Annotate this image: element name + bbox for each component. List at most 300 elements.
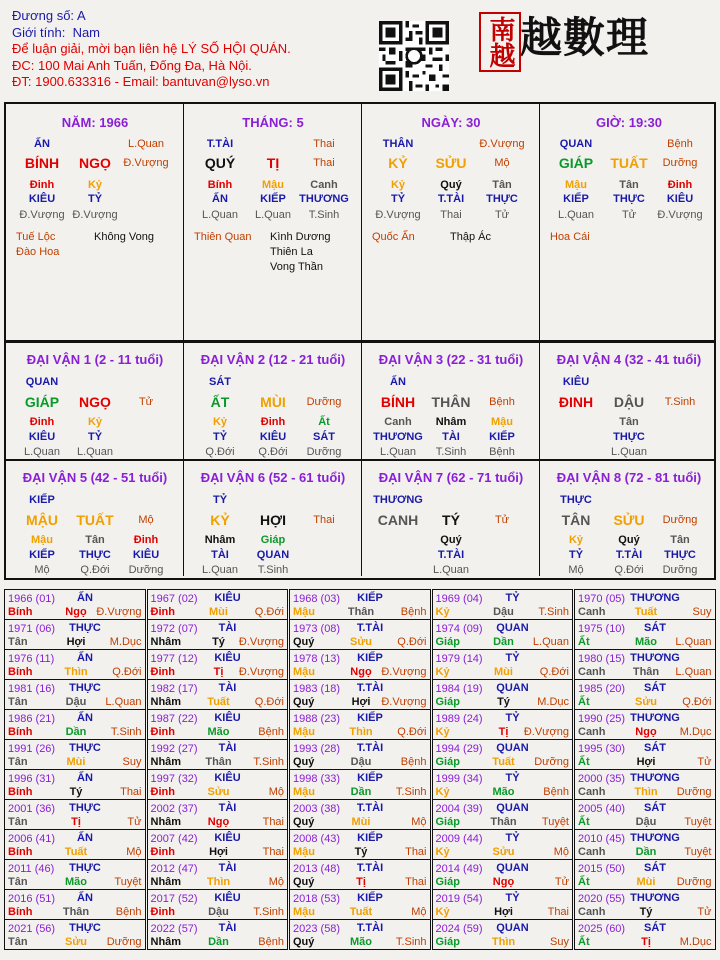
- year-stage: Q.Đới: [254, 606, 284, 618]
- hidden-god: T.TÀI: [437, 193, 465, 205]
- hidden-stem: Đinh: [667, 179, 693, 191]
- year-branch: Dần: [635, 846, 657, 858]
- year-branch: Thân: [205, 756, 232, 768]
- year-label: 1983 (18): [293, 683, 341, 695]
- year-stem: Kỷ: [435, 846, 450, 858]
- hidden-stem: Quý: [440, 179, 462, 191]
- year-stem: Canh: [578, 906, 606, 918]
- hidden-god: KIÊU: [132, 549, 160, 561]
- year-branch: Tị: [641, 936, 651, 948]
- year-stem: Mậu: [293, 786, 315, 798]
- hidden-god: THƯƠNG: [299, 193, 349, 205]
- year-label: 2010 (45): [578, 833, 626, 845]
- hidden-stage: L.Quan: [201, 564, 239, 576]
- dai-van-title: ĐẠI VẬN 8 (72 - 81 tuổi): [556, 470, 702, 485]
- dai-van-branch: MÙI: [260, 394, 286, 410]
- dai-van-cell: [540, 460, 714, 576]
- hidden-stage: Q.Đới: [205, 446, 235, 458]
- year-cell: [432, 769, 574, 800]
- year-branch: Tý: [639, 906, 653, 918]
- year-cell: [4, 679, 146, 710]
- hidden-god: THỰC: [613, 431, 645, 443]
- hidden-stem: Kỷ: [212, 416, 228, 428]
- year-god: THỰC: [69, 682, 101, 694]
- hidden-god: KIẾP: [489, 431, 515, 443]
- year-stage: Đ.Vượng: [381, 696, 427, 708]
- year-label: 1968 (03): [293, 593, 341, 605]
- year-stage: Suy: [122, 756, 142, 768]
- year-stage: Thai: [547, 906, 569, 918]
- stem-star: L.Quan: [127, 138, 165, 150]
- value-gioi-tinh: Nam: [72, 24, 101, 40]
- pillar-cell: [6, 104, 184, 340]
- year-branch: Dậu: [350, 756, 372, 768]
- year-cell: [432, 649, 574, 680]
- year-stage: Q.Đới: [682, 696, 712, 708]
- year-stage: Tuyệt: [684, 816, 712, 828]
- year-stage: T.Sinh: [395, 936, 427, 948]
- year-cell: [574, 859, 716, 890]
- pillar-cell: [540, 104, 714, 340]
- year-god: THỰC: [69, 802, 101, 814]
- year-stem: Canh: [578, 846, 606, 858]
- value-duong-so: A: [76, 8, 86, 23]
- dai-van-god: QUAN: [25, 376, 59, 388]
- year-god: KIÊU: [214, 832, 241, 844]
- pillar-title: NGÀY: 30: [421, 115, 481, 130]
- year-cell: [289, 649, 431, 680]
- year-branch: Mùi: [636, 876, 656, 888]
- dai-van-god: THỰC: [560, 494, 592, 506]
- year-cell: [432, 799, 574, 830]
- year-stage: Tuyệt: [114, 876, 142, 888]
- star-right: Thiên La: [270, 246, 313, 258]
- hidden-stage: Bệnh: [489, 446, 515, 458]
- address-text: ĐC: 100 Mai Anh Tuấn, Đống Đa, Hà Nội.: [12, 57, 252, 73]
- year-cell: [432, 679, 574, 710]
- stem-god: THÂN: [382, 138, 414, 150]
- hidden-stage: Mộ: [34, 564, 50, 576]
- hidden-stem: Tân: [619, 179, 639, 191]
- hidden-stage: T.Sinh: [257, 564, 289, 576]
- dai-van-grid: [4, 342, 716, 580]
- year-label: 1966 (01): [8, 593, 56, 605]
- year-god: ẤN: [77, 712, 93, 724]
- year-stem: Quý: [293, 936, 315, 948]
- dai-van-title: ĐẠI VẬN 2 (12 - 21 tuổi): [200, 352, 346, 367]
- year-cell: [574, 919, 716, 950]
- year-god: THƯƠNG: [630, 892, 680, 904]
- year-branch: Tuất: [207, 696, 230, 708]
- year-stem: Giáp: [435, 816, 460, 828]
- year-label: 2000 (35): [578, 773, 626, 785]
- year-god: TỶ: [505, 772, 520, 784]
- year-stem: Nhâm: [150, 816, 182, 828]
- year-god: KIẾP: [357, 832, 383, 844]
- year-branch: Dậu: [493, 606, 514, 618]
- year-label: 1981 (16): [8, 683, 56, 695]
- star-right: Thập Ác: [450, 231, 491, 243]
- year-god: KIÊU: [214, 592, 241, 604]
- year-label: 1998 (33): [293, 773, 341, 785]
- hidden-stage: Đ.Vượng: [657, 209, 703, 221]
- year-label: 1969 (04): [435, 593, 483, 605]
- dai-van-stem: ẤT: [210, 394, 230, 410]
- year-stage: L.Quan: [675, 636, 712, 648]
- contact-text: Để luận giải, mời bạn liên hệ LÝ SỐ HỘI QUÁN.: [12, 41, 291, 56]
- year-stage: Mộ: [268, 876, 284, 888]
- year-branch: Thân: [490, 816, 517, 828]
- hidden-stem: Đinh: [133, 534, 159, 546]
- year-stage: Mộ: [268, 786, 284, 798]
- hidden-god: KIẾP: [29, 549, 55, 561]
- dai-van-god: KIÊU: [562, 376, 590, 388]
- year-label: 1988 (23): [293, 713, 341, 725]
- year-stem: Tân: [8, 756, 28, 768]
- year-stem: Mậu: [293, 606, 315, 618]
- year-god: ẤN: [77, 772, 93, 784]
- year-stage: Bệnh: [400, 606, 427, 618]
- star-left: Thiên Quan: [194, 231, 252, 243]
- year-branch: Hợi: [209, 846, 228, 858]
- year-stem: Quý: [293, 816, 315, 828]
- year-god: SÁT: [644, 922, 666, 934]
- year-label: 1973 (08): [293, 623, 341, 635]
- year-label: 1976 (11): [8, 653, 55, 665]
- year-god: T.TÀI: [356, 922, 384, 934]
- year-god: KIẾP: [357, 592, 383, 604]
- hidden-god: KIÊU: [28, 431, 56, 443]
- pillar-cell: [362, 104, 540, 340]
- year-branch: Tý: [212, 636, 225, 648]
- label-gioi-tinh: Giới tính:: [12, 24, 66, 40]
- hidden-god: T.TÀI: [437, 549, 465, 561]
- year-god: QUAN: [496, 742, 529, 754]
- hidden-stem: Đinh: [29, 416, 55, 428]
- year-cell: [574, 769, 716, 800]
- year-god: QUAN: [496, 622, 529, 634]
- dai-van-branch: THÂN: [431, 394, 471, 410]
- year-god: T.TÀI: [356, 622, 384, 634]
- year-label: 2002 (37): [150, 803, 198, 815]
- year-stage: Bệnh: [543, 786, 569, 798]
- year-branch: Dần: [493, 636, 514, 648]
- year-label: 2024 (59): [435, 923, 483, 935]
- year-stage: Mộ: [126, 846, 142, 858]
- year-stage: T.Sinh: [253, 906, 284, 918]
- year-cell: [289, 739, 431, 770]
- hidden-stem: Canh: [310, 179, 338, 191]
- year-god: TÀI: [218, 682, 237, 694]
- year-cell: [147, 859, 289, 890]
- dai-van-stem: TÂN: [561, 512, 591, 528]
- year-cell: [289, 619, 431, 650]
- year-cell: [289, 589, 431, 620]
- year-stem: Đinh: [150, 726, 175, 738]
- year-branch: Tị: [213, 666, 224, 678]
- hidden-stage: Mộ: [568, 564, 584, 576]
- year-stem: Giáp: [435, 756, 460, 768]
- hidden-god: T.TÀI: [615, 549, 643, 561]
- year-stage: M.Dục: [679, 726, 712, 738]
- year-cell: [432, 859, 574, 890]
- year-cell: [432, 619, 574, 650]
- year-god: KIÊU: [214, 892, 241, 904]
- year-branch: Mão: [207, 726, 230, 738]
- hidden-stage: L.Quan: [379, 446, 417, 458]
- dai-van-title: ĐẠI VẬN 7 (62 - 71 tuổi): [378, 470, 524, 485]
- year-label: 1972 (07): [150, 623, 198, 635]
- year-label: 2017 (52): [150, 893, 198, 905]
- dai-van-stage: Tử: [494, 514, 510, 526]
- dai-van-god: SÁT: [209, 376, 231, 388]
- stem-god: ẤN: [34, 138, 50, 150]
- hidden-stage: Đ.Vượng: [19, 209, 65, 221]
- hidden-stage: L.Quan: [610, 446, 648, 458]
- year-stem: Canh: [578, 786, 606, 798]
- dai-van-stage: Bệnh: [489, 396, 515, 408]
- pillar-cell: [184, 104, 362, 340]
- year-cell: [147, 799, 289, 830]
- dai-van-title: ĐẠI VẬN 3 (22 - 31 tuổi): [378, 352, 524, 367]
- phone-email-text: ĐT: 1900.633316 - Email: bantuvan@lyso.vn: [12, 74, 270, 89]
- year-label: 1982 (17): [150, 683, 198, 695]
- hidden-stem: Tân: [492, 179, 512, 191]
- year-stem: Tân: [8, 936, 28, 948]
- year-stage: Bệnh: [115, 906, 142, 918]
- hidden-stage: Q.Đới: [80, 564, 110, 576]
- year-cell: [432, 919, 574, 950]
- year-stem: Bính: [8, 786, 33, 798]
- year-label: 1977 (12): [150, 653, 198, 665]
- stem-god: QUAN: [559, 138, 593, 150]
- hidden-stem: Kỷ: [568, 534, 584, 546]
- year-god: TÀI: [218, 802, 237, 814]
- year-stem: Giáp: [435, 636, 460, 648]
- year-cell: [574, 799, 716, 830]
- heavenly-stem: BÍNH: [24, 155, 60, 171]
- year-cell: [574, 679, 716, 710]
- year-stem: Ất: [578, 756, 590, 768]
- year-stage: T.Sinh: [538, 606, 569, 618]
- year-branch: Mùi: [209, 606, 228, 618]
- year-stem: Giáp: [435, 936, 460, 948]
- year-branch: Sửu: [64, 936, 88, 948]
- year-cell: [289, 709, 431, 740]
- year-branch: Ngọ: [207, 816, 230, 828]
- year-label: 1985 (20): [578, 683, 626, 695]
- year-stage: Suy: [550, 936, 569, 948]
- year-stem: Mậu: [293, 666, 315, 678]
- year-god: QUAN: [496, 682, 529, 694]
- year-label: 2011 (46): [8, 863, 55, 875]
- year-stage: Dưỡng: [534, 756, 569, 768]
- hidden-god: THỰC: [486, 193, 518, 205]
- year-stem: Bính: [8, 606, 33, 618]
- hidden-stage: Đ.Vượng: [375, 209, 421, 221]
- year-branch: Tị: [71, 816, 81, 828]
- dai-van-branch: TUẤT: [76, 512, 114, 528]
- hidden-god: TỶ: [87, 193, 103, 205]
- year-stage: Đ.Vượng: [96, 606, 142, 618]
- year-branch: Thìn: [206, 876, 231, 888]
- year-stage: Mộ: [553, 846, 569, 858]
- year-label: 1993 (28): [293, 743, 341, 755]
- year-branch: Dần: [208, 936, 229, 948]
- year-branch: Dần: [350, 786, 372, 798]
- year-stage: Đ.Vượng: [523, 726, 569, 738]
- year-stage: Tử: [127, 816, 142, 828]
- year-stage: Tử: [554, 876, 569, 888]
- hidden-stem: Mậu: [565, 179, 587, 191]
- star-left: Quốc Ấn: [372, 231, 415, 243]
- year-stage: Suy: [692, 606, 712, 618]
- year-cell: [574, 619, 716, 650]
- hidden-stem: Nhâm: [435, 416, 467, 428]
- pillar-title: GIỜ: 19:30: [595, 115, 663, 130]
- year-stage: T.Sinh: [395, 786, 427, 798]
- year-god: TỶ: [505, 712, 520, 724]
- year-god: THƯƠNG: [630, 652, 680, 664]
- year-branch: Thìn: [349, 726, 373, 738]
- dai-van-cell: [6, 460, 184, 576]
- year-stem: Mậu: [293, 846, 315, 858]
- year-branch: Sửu: [492, 846, 515, 858]
- dai-van-cell: [540, 342, 714, 460]
- year-branch: Mão: [65, 876, 87, 888]
- year-branch: Dần: [65, 726, 87, 738]
- year-god: TÀI: [218, 862, 237, 874]
- year-label: 2007 (42): [150, 833, 198, 845]
- year-stage: Đ.Vượng: [381, 666, 427, 678]
- dai-van-stage: Tử: [138, 396, 154, 408]
- year-stem: Đinh: [150, 846, 175, 858]
- year-label: 2021 (56): [8, 923, 56, 935]
- hidden-god: SÁT: [313, 431, 335, 443]
- hidden-god: TỶ: [568, 549, 584, 561]
- year-god: KIÊU: [214, 772, 241, 784]
- year-stem: Quý: [293, 876, 315, 888]
- dai-van-stem: BÍNH: [380, 394, 416, 410]
- dai-van-god: TỶ: [212, 494, 228, 506]
- earthly-branch: NGỌ: [79, 155, 111, 171]
- hidden-god: KIẾP: [563, 193, 589, 205]
- year-god: KIÊU: [214, 712, 241, 724]
- year-cell: [289, 799, 431, 830]
- year-god: TÀI: [218, 742, 237, 754]
- year-branch: Thìn: [634, 786, 658, 798]
- year-cell: [147, 739, 289, 770]
- year-stem: Canh: [578, 606, 606, 618]
- year-label: 2005 (40): [578, 803, 626, 815]
- pillar-title: THÁNG: 5: [242, 115, 304, 130]
- year-stem: Nhâm: [150, 756, 182, 768]
- year-stem: Bính: [8, 906, 33, 918]
- year-god: ẤN: [77, 652, 93, 664]
- year-cell: [147, 589, 289, 620]
- year-god: THƯƠNG: [630, 712, 680, 724]
- earthly-branch: SỬU: [435, 155, 467, 171]
- year-branch: Mùi: [66, 756, 86, 768]
- dai-van-stage: Dưỡng: [662, 514, 698, 526]
- year-branch: Tuất: [634, 606, 658, 618]
- year-label: 1986 (21): [8, 713, 56, 725]
- year-branch: Hợi: [351, 696, 371, 708]
- year-label: 2025 (60): [578, 923, 626, 935]
- year-label: 1992 (27): [150, 743, 198, 755]
- year-god: SÁT: [644, 682, 666, 694]
- star-left: Tuế Lộc: [16, 231, 56, 243]
- year-stem: Ất: [578, 876, 590, 888]
- year-stage: Thai: [405, 846, 427, 858]
- hidden-stage: L.Quan: [557, 209, 595, 221]
- year-branch: Tý: [69, 786, 83, 798]
- dai-van-title: ĐẠI VẬN 4 (32 - 41 tuổi): [556, 352, 702, 367]
- branch-stage: Đ.Vượng: [123, 157, 169, 169]
- year-stage: L.Quan: [675, 666, 712, 678]
- year-god: THỰC: [69, 862, 101, 874]
- dai-van-stem: GIÁP: [24, 394, 60, 410]
- year-god: SÁT: [644, 622, 666, 634]
- year-stage: Tuyệt: [684, 846, 712, 858]
- earthly-branch: TỊ: [266, 155, 280, 171]
- dai-van-branch: HỢI: [260, 512, 286, 528]
- year-stage: Q.Đới: [254, 696, 284, 708]
- year-label: 1995 (30): [578, 743, 626, 755]
- earthly-branch: TUẤT: [610, 155, 648, 171]
- pillar-title: NĂM: 1966: [61, 115, 129, 130]
- year-stage: T.Sinh: [110, 726, 142, 738]
- year-cell: [147, 709, 289, 740]
- year-stem: Canh: [578, 666, 606, 678]
- year-cell: [574, 709, 716, 740]
- year-god: THỰC: [69, 622, 101, 634]
- year-god: ẤN: [77, 832, 93, 844]
- year-branch: Ngọ: [350, 666, 372, 678]
- year-cell: [147, 769, 289, 800]
- year-label: 2022 (57): [150, 923, 198, 935]
- year-label: 1994 (29): [435, 743, 483, 755]
- year-stem: Tân: [8, 696, 28, 708]
- star-right: Không Vong: [94, 231, 154, 243]
- year-stage: Dưỡng: [676, 876, 712, 888]
- year-god: ẤN: [77, 592, 93, 604]
- year-cell: [289, 769, 431, 800]
- year-god: THỰC: [69, 742, 101, 754]
- heavenly-stem: QUÝ: [204, 155, 236, 171]
- year-label: 2009 (44): [435, 833, 483, 845]
- year-stage: Đ.Vượng: [238, 666, 284, 678]
- year-branch: Mão: [635, 636, 657, 648]
- seal-text: 南越: [485, 16, 515, 68]
- hidden-god: TỶ: [390, 193, 406, 205]
- hidden-stem: Tân: [619, 416, 639, 428]
- year-branch: Mùi: [494, 666, 513, 678]
- year-stem: Mậu: [293, 726, 315, 738]
- year-cell: [289, 919, 431, 950]
- hidden-stage: Q.Đới: [614, 564, 644, 576]
- hidden-stem: Ất: [318, 416, 330, 428]
- qr-code-icon[interactable]: [379, 21, 449, 91]
- hidden-god: TỶ: [87, 431, 103, 443]
- year-stem: Ất: [578, 936, 590, 948]
- year-label: 1991 (26): [8, 743, 56, 755]
- year-label: 2004 (39): [435, 803, 483, 815]
- year-label: 2012 (47): [150, 863, 198, 875]
- star-right: Vong Thần: [270, 261, 324, 273]
- year-stage: Dưỡng: [676, 786, 712, 798]
- dai-van-stem: ĐINH: [558, 394, 594, 410]
